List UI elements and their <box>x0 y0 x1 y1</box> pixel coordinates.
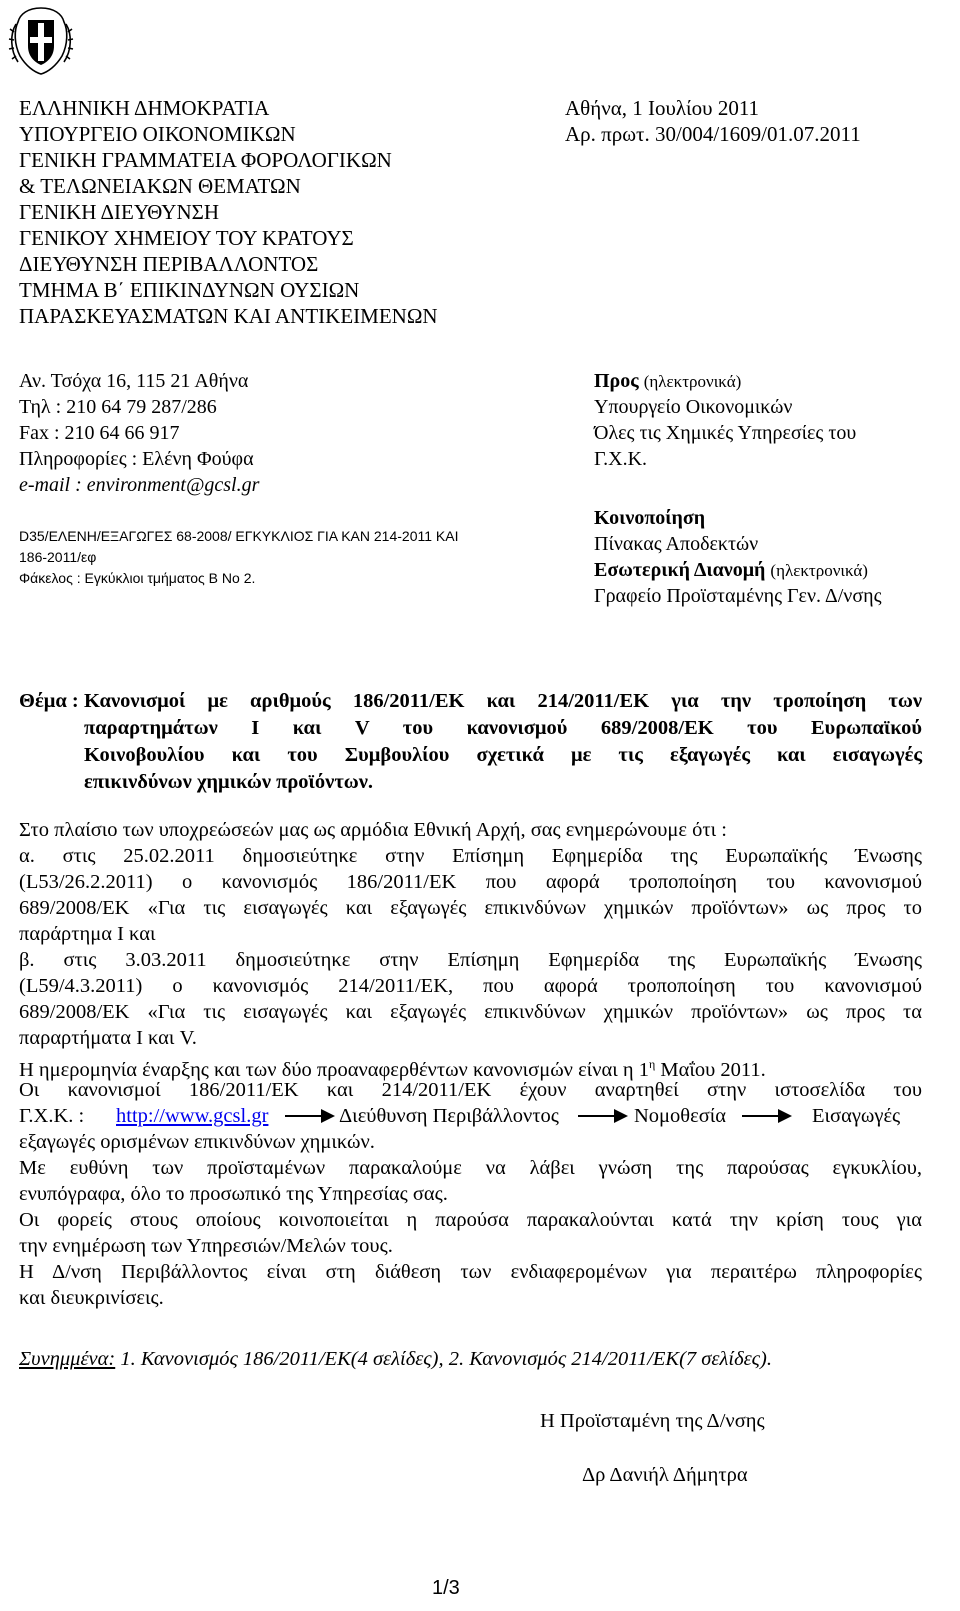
arrow-right-icon <box>578 1108 630 1124</box>
recipient: Υπουργείο Οικονομικών <box>594 396 793 418</box>
subject-line: παραρτημάτων Ι και V του κανονισμού 689/2008/ΕΚ του Ευρωπαϊκού <box>84 717 922 739</box>
header-line: ΕΛΛΗΝΙΚΗ ΔΗΜΟΚΡΑΤΙΑ <box>19 96 270 120</box>
cc-label: Κοινοποίηση <box>594 507 706 529</box>
contact-person: Πληροφορίες : Ελένη Φούφα <box>19 448 254 470</box>
path-step: Διεύθυνση Περιβάλλοντος <box>339 1105 559 1127</box>
body-line: την ενημέρωση των Υπηρεσιών/Μελών τους. <box>19 1235 393 1257</box>
path-step: Νομοθεσία <box>634 1105 727 1127</box>
to-label: Προς <box>594 370 639 392</box>
body-line: β. στις 3.03.2011 δημοσιεύτηκε στην Επίσημη Εφημερίδα της Ευρωπαϊκής Ένωσης <box>19 949 922 971</box>
body-text: Μαΐου 2011. <box>655 1058 766 1081</box>
internal-recipient: Γραφείο Προϊσταμένης Γεν. Δ/νσης <box>594 585 882 607</box>
subject-line: Κανονισμοί με αριθμούς 186/2011/ΕΚ και 214/2011/ΕΚ για την τροποίηση των <box>84 690 922 712</box>
body-text: Η ημερομηνία έναρξης και των δύο προαναφερθέντων κανονισμών είναι η 1 <box>19 1058 649 1081</box>
body-line: (L53/26.2.2011) ο κανονισμός 186/2011/ΕΚ που αφορά τροποποίηση του κανονισμού <box>19 871 922 893</box>
recipient: Γ.Χ.Κ. <box>594 448 648 470</box>
body-line: α. στις 25.02.2011 δημοσιεύτηκε στην Επίσημη Εφημερίδα της Ευρωπαϊκής Ένωσης <box>19 845 922 867</box>
body-line: Η Δ/νση Περιβάλλοντος είναι στη διάθεση των ενδιαφερομένων για περαιτέρω πληροφορίες <box>19 1261 922 1283</box>
attachments <box>19 1346 772 1372</box>
body-line: παράρτημα Ι και <box>19 923 156 945</box>
path-step: Εισαγωγές <box>812 1105 901 1127</box>
header-line: ΓΕΝΙΚΗ ΓΡΑΜΜΑΤΕΙΑ ΦΟΡΟΛΟΓΙΚΩΝ <box>19 148 392 172</box>
recipient: Όλες τις Χημικές Υπηρεσίες του <box>594 422 857 444</box>
gcsl-prefix: Γ.Χ.Κ. : <box>19 1105 85 1127</box>
internal-heading <box>594 557 868 584</box>
body-line: 689/2008/ΕΚ «Για τις εισαγωγές και εξαγωγές επικινδύνων χημικών προϊόντων» ως προς τα <box>19 1001 922 1023</box>
body-line: ενυπόγραφα, όλο το προσωπικό της Υπηρεσίας σας. <box>19 1183 448 1205</box>
page-number: 1/3 <box>432 1577 460 1599</box>
document-date: Αθήνα, 1 Ιουλίου 2011 <box>565 96 760 120</box>
signature-title: Η Προϊσταμένη της Δ/νσης <box>540 1410 765 1432</box>
reference-code-cont: 186-2011/εφ <box>19 549 97 565</box>
arrow-right-icon <box>742 1108 794 1124</box>
header-line: ΤΜΗΜΑ Β΄ ΕΠΙΚΙΝΔΥΝΩΝ ΟΥΣΙΩΝ <box>19 278 360 302</box>
subject-line: επικινδύνων χημικών προϊόντων. <box>84 771 374 793</box>
header-line: ΠΑΡΑΣΚΕΥΑΣΜΑΤΩΝ ΚΑΙ ΑΝΤΙΚΕΙΜΕΝΩΝ <box>19 304 438 328</box>
arrow-right-icon <box>285 1108 337 1124</box>
to-heading <box>594 368 741 395</box>
fax: Fax : 210 64 66 917 <box>19 422 180 444</box>
folder: Φάκελος : Εγκύκλιοι τμήματος Β Νο 2. <box>19 570 256 586</box>
header-line: ΔΙΕΥΘΥΝΣΗ ΠΕΡΙΒΑΛΛΟΝΤΟΣ <box>19 252 319 276</box>
header-line: ΥΠΟΥΡΓΕΙΟ ΟΙΚΟΝΟΜΙΚΩΝ <box>19 122 296 146</box>
cc-recipient: Πίνακας Αποδεκτών <box>594 533 759 555</box>
internal-label: Εσωτερική Διανομή <box>594 559 766 581</box>
header-line: ΓΕΝΙΚΗ ΔΙΕΥΘΥΝΣΗ <box>19 200 220 224</box>
address: Αν. Τσόχα 16, 115 21 Αθήνα <box>19 370 249 392</box>
body-line: Στο πλαίσιο των υποχρεώσεών μας ως αρμόδια Εθνική Αρχή, σας ενημερώνουμε ότι : <box>19 819 727 841</box>
body-line: (L59/4.3.2011) ο κανονισμός 214/2011/ΕΚ, που αφορά τροποποίηση του κανονισμού <box>19 975 922 997</box>
attachments-text: 1. Κανονισμός 186/2011/ΕΚ(4 σελίδες), 2. Κανονισμός 214/2011/ΕΚ(7 σελίδες). <box>120 1348 772 1370</box>
subject-line: Κοινοβουλίου και του Συμβουλίου σχετικά με τις εξαγωγές και εισαγωγές <box>84 744 922 766</box>
header-line: & ΤΕΛΩΝΕΙΑΚΩΝ ΘΕΜΑΤΩΝ <box>19 174 301 198</box>
body-line: εξαγωγές ορισμένων επικινδύνων χημικών. <box>19 1131 375 1153</box>
subject-label: Θέμα : <box>19 690 79 712</box>
body-line: και διευκρινίσεις. <box>19 1287 164 1309</box>
signature-name: Δρ Δανιήλ Δήμητρα <box>582 1464 748 1486</box>
body-line: παραρτήματα Ι και V. <box>19 1027 197 1049</box>
attachments-label: Συνημμένα: <box>19 1348 116 1370</box>
greek-emblem-icon <box>8 4 74 78</box>
to-note: (ηλεκτρονικά) <box>643 372 742 391</box>
body-line: 689/2008/ΕΚ «Για τις εισαγωγές και εξαγωγές επικινδύνων χημικών προϊόντων» ως προς το <box>19 897 922 919</box>
internal-note: (ηλεκτρονικά) <box>770 561 868 580</box>
body-line: Με ευθύνη των προϊσταμένων παρακαλούμε να λάβει γνώση της παρούσας εγκυκλίου, <box>19 1157 922 1179</box>
ordinal-suffix: η <box>648 1057 656 1071</box>
reference-code: D35/ΕΛΕΝΗ/ΕΞΑΓΩΓΕΣ 68-2008/ ΕΓΚΥΚΛΙΟΣ ΓΙΑ ΚΑΝ 214-2011 ΚΑΙ <box>19 528 459 544</box>
header-line: ΓΕΝΙΚΟΥ ΧΗΜΕΙΟΥ ΤΟΥ ΚΡΑΤΟΥΣ <box>19 226 354 250</box>
protocol-number: Αρ. πρωτ. 30/004/1609/01.07.2011 <box>565 122 861 146</box>
gcsl-link[interactable]: http://www.gcsl.gr <box>116 1105 269 1127</box>
body-line: Οι κανονισμοί 186/2011/ΕΚ και 214/2011/ΕΚ έχουν αναρτηθεί στην ιστοσελίδα του <box>19 1079 922 1101</box>
email: e-mail : environment@gcsl.gr <box>19 474 260 496</box>
phone: Τηλ : 210 64 79 287/286 <box>19 396 217 418</box>
body-line: Οι φορείς στους οποίους κοινοποιείται η παρούσα παρακαλούνται κατά την κρίση τους για <box>19 1209 922 1231</box>
